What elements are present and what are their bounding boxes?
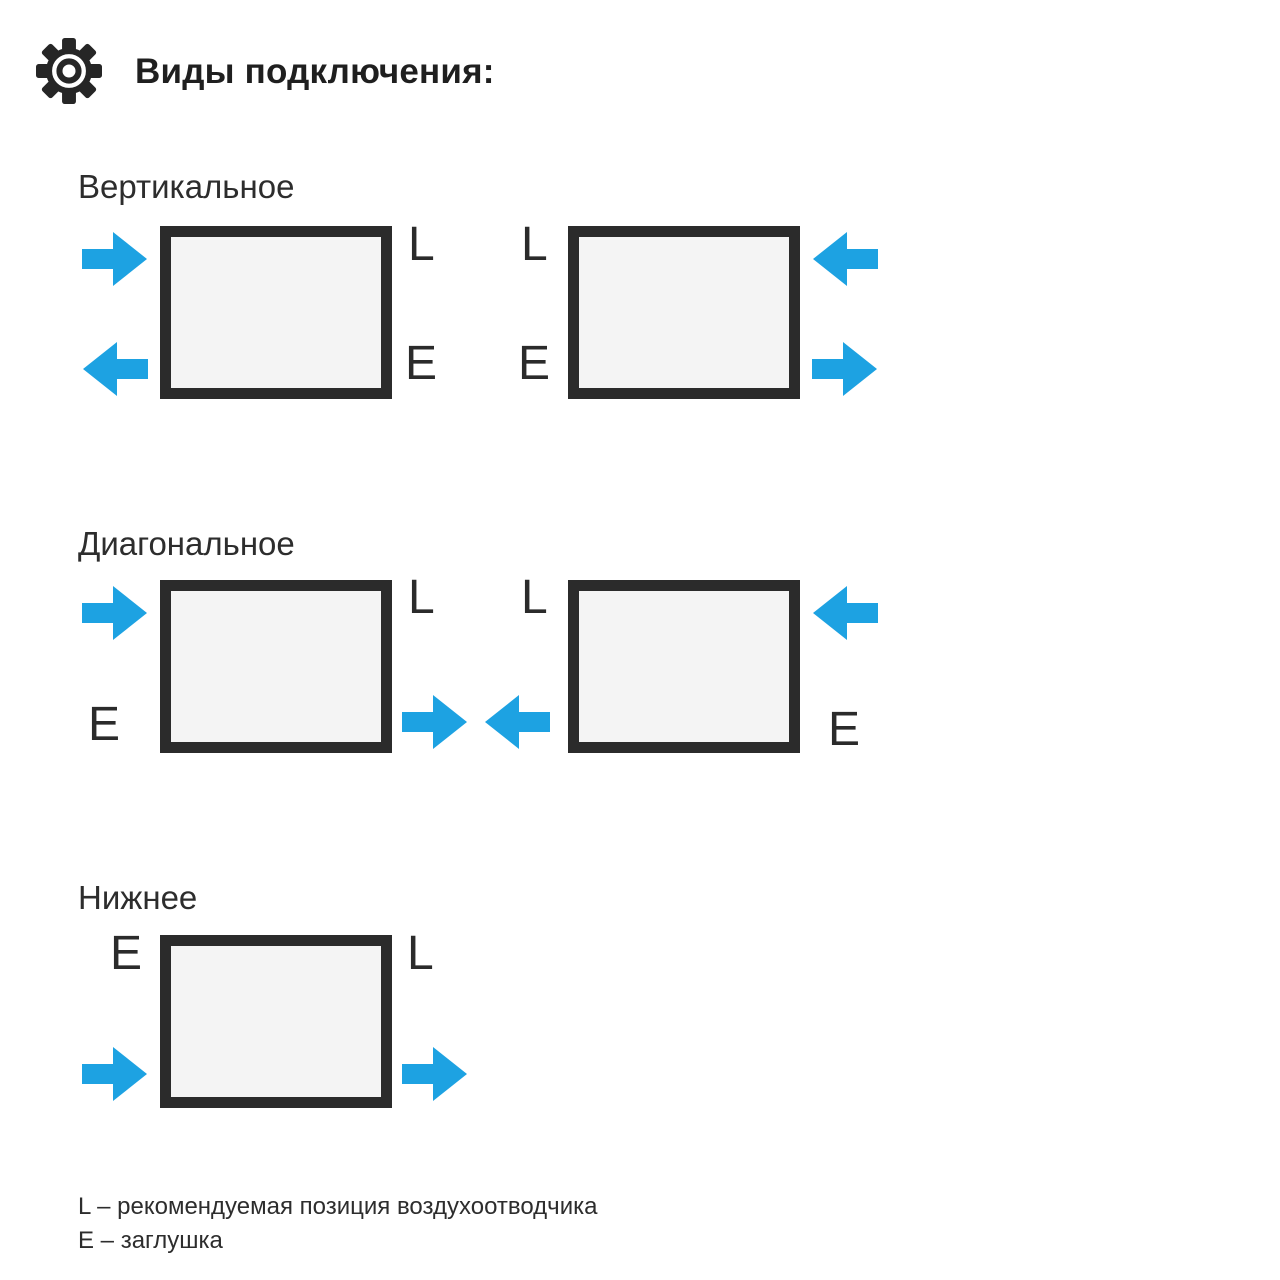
port-label-vent: L (408, 218, 435, 271)
port-label-plug: E (88, 698, 121, 751)
legend-line-plug: E – заглушка (78, 1227, 223, 1254)
flow-outlet-arrow-icon (402, 1046, 468, 1102)
radiator-rect (160, 935, 392, 1108)
port-label-vent: L (408, 571, 435, 624)
port-label-vent: L (521, 571, 548, 624)
legend (78, 1190, 597, 1258)
radiator-rect (568, 580, 800, 753)
flow-inlet-arrow-icon (82, 585, 148, 641)
flow-outlet-arrow-icon (484, 694, 550, 750)
port-label-vent: L (407, 927, 434, 980)
flow-inlet-arrow-icon (82, 1046, 148, 1102)
page-title: Виды подключения: (135, 52, 495, 91)
flow-inlet-arrow-icon (812, 231, 878, 287)
legend-line-vent: L – рекомендуемая позиция воздухоотводчика (78, 1193, 598, 1220)
section-label-bottom: Нижнее (78, 879, 198, 916)
radiator-rect (568, 226, 800, 399)
gear-icon (36, 38, 102, 104)
flow-inlet-arrow-icon (82, 231, 148, 287)
flow-inlet-arrow-icon (812, 585, 878, 641)
flow-outlet-arrow-icon (402, 694, 468, 750)
radiator-rect (160, 226, 392, 399)
port-label-plug: E (518, 337, 551, 390)
port-label-plug: E (110, 927, 143, 980)
section-label-diagonal: Диагональное (78, 525, 295, 562)
port-label-plug: E (405, 337, 438, 390)
flow-outlet-arrow-icon (812, 341, 878, 397)
port-label-vent: L (521, 218, 548, 271)
port-label-plug: E (828, 703, 861, 756)
radiator-rect (160, 580, 392, 753)
section-label-vertical: Вертикальное (78, 168, 295, 205)
flow-outlet-arrow-icon (82, 341, 148, 397)
